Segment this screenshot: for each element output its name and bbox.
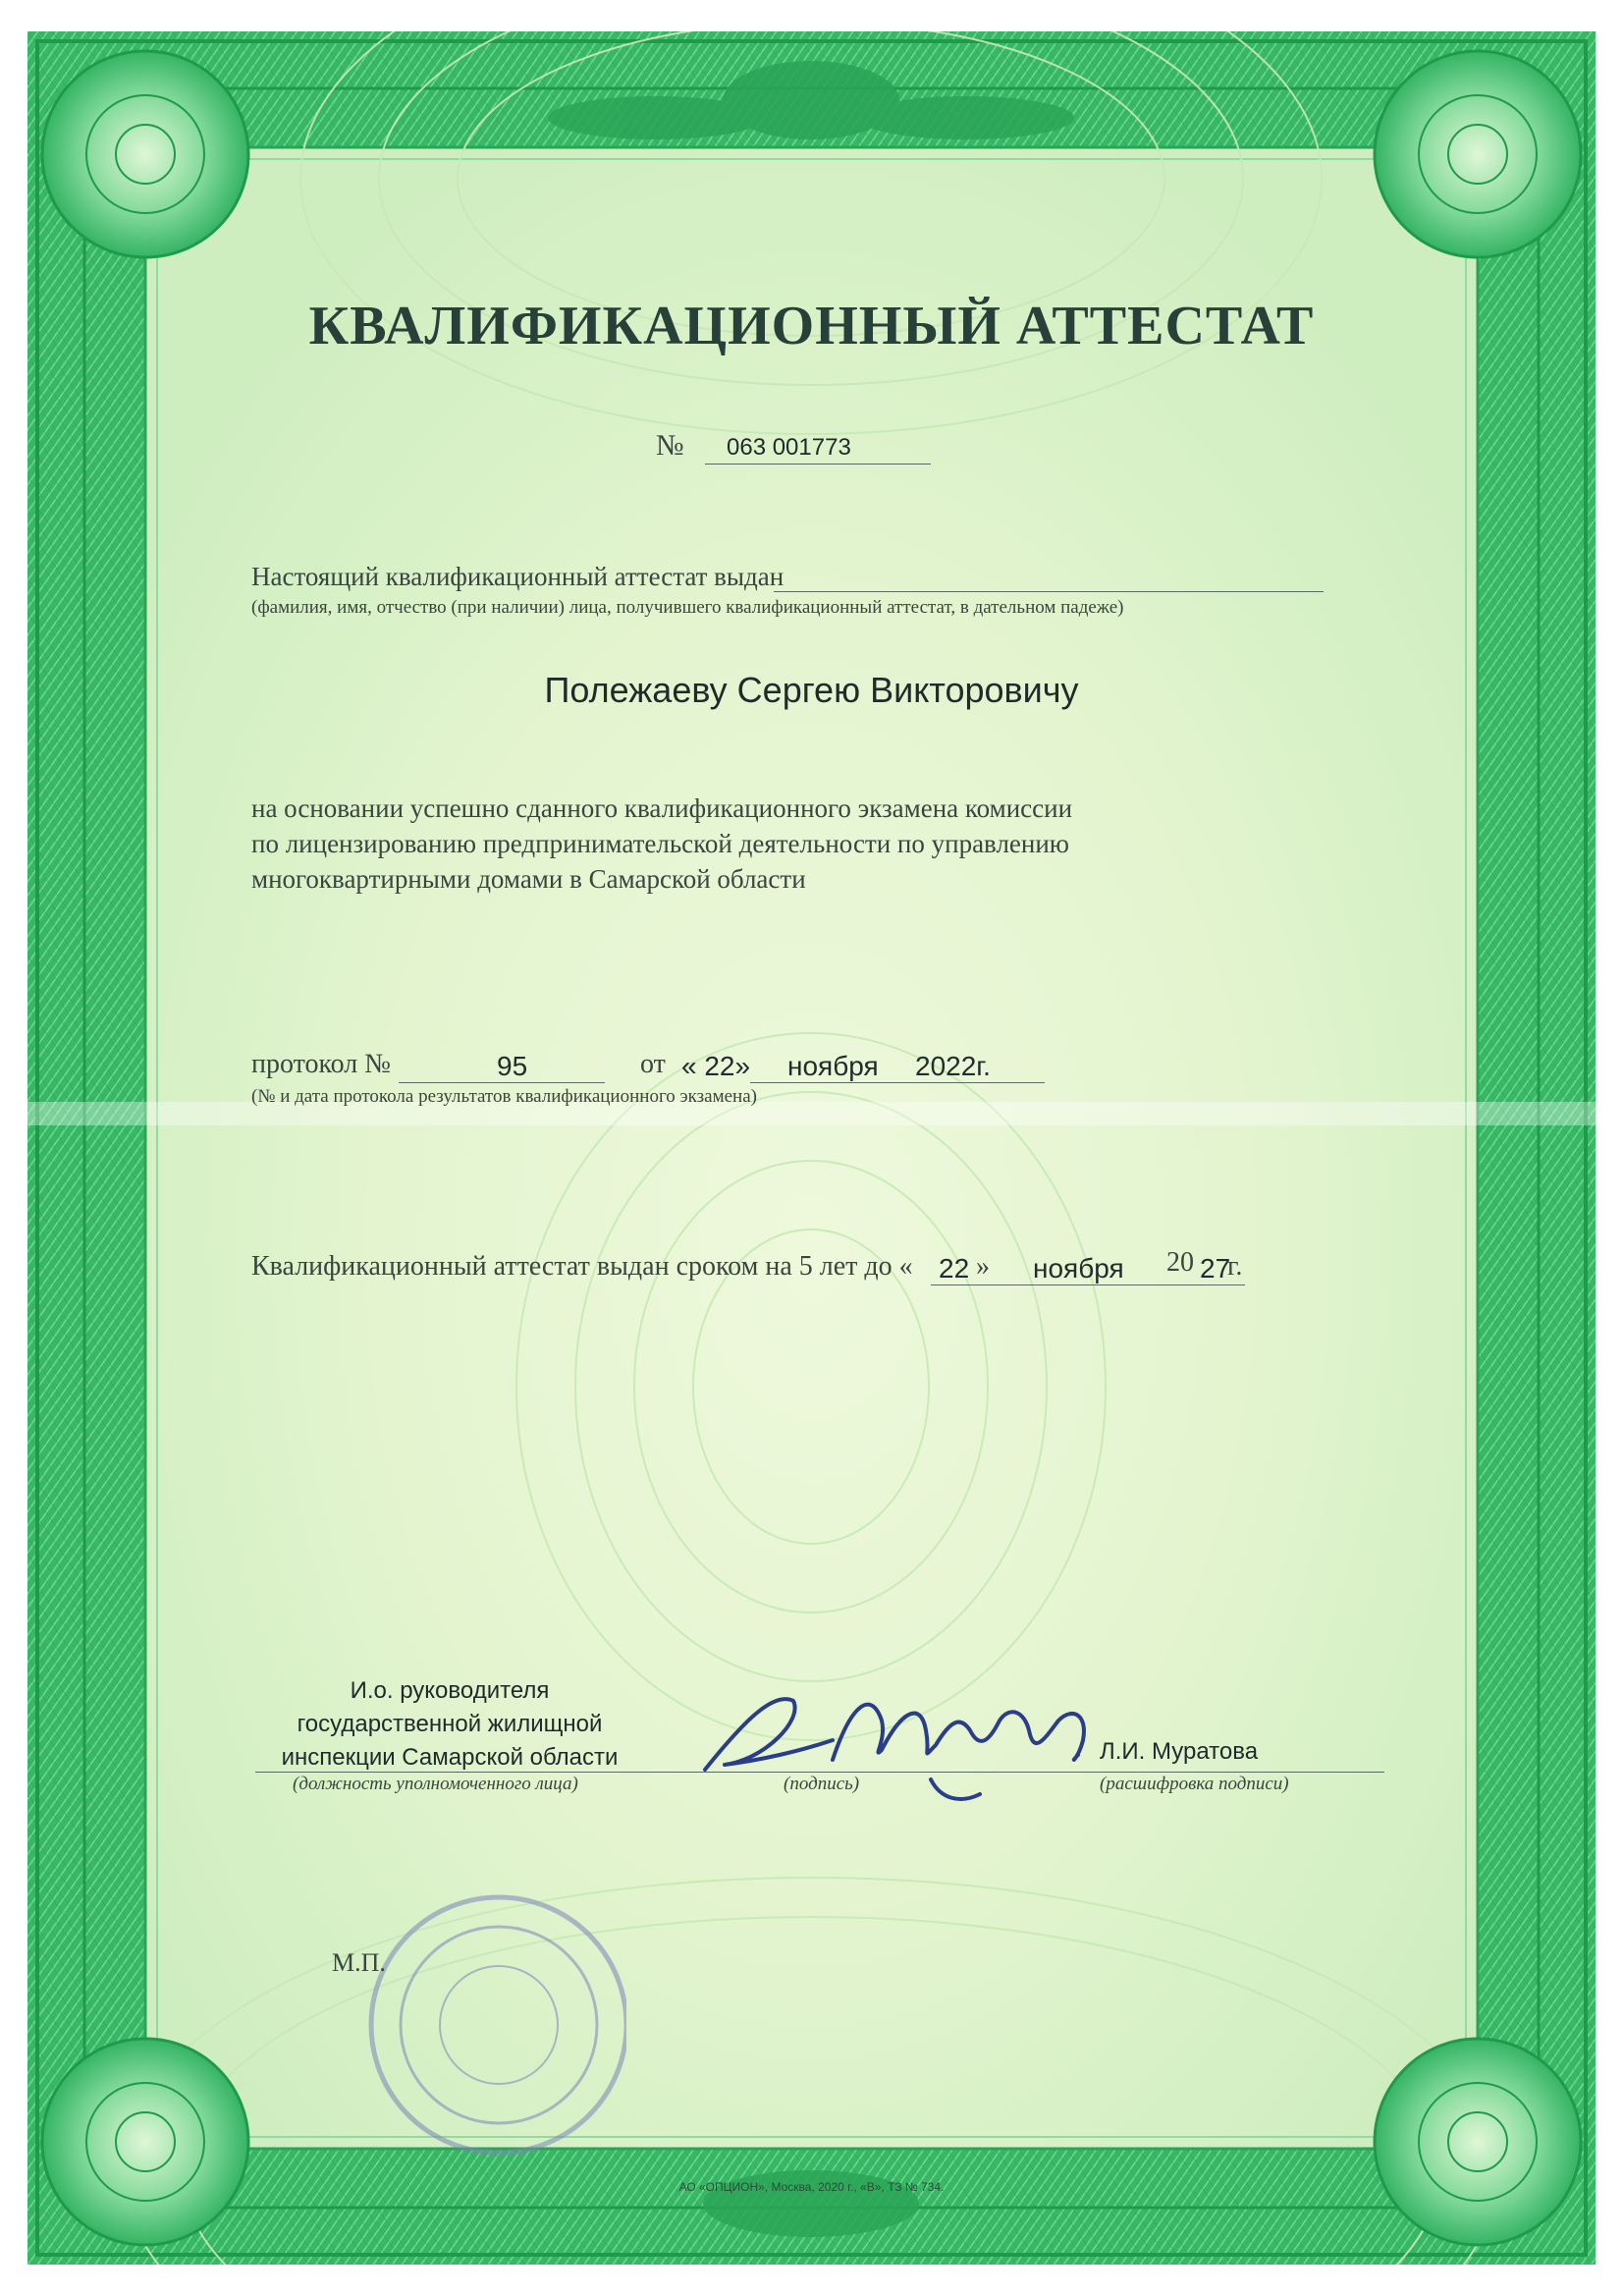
- name-hint: (расшифровка подписи): [1100, 1774, 1289, 1794]
- validity-day: 22: [939, 1253, 970, 1284]
- basis-line-2: по лицензированию предпринимательской деятельности по управлению: [251, 829, 1069, 858]
- protocol-label: протокол №: [251, 1049, 391, 1079]
- basis-line-1: на основании успешно сданного квалификационного экзамена комиссии: [251, 793, 1073, 823]
- validity-month: ноября: [1033, 1253, 1124, 1284]
- stamp-place-label: М.П.: [332, 1948, 386, 1977]
- signatory-line-2: государственной жилищной: [297, 1711, 603, 1737]
- issued-underline: [774, 591, 1324, 592]
- validity-label: Квалификационный аттестат выдан сроком на 5 лет до «: [251, 1251, 913, 1282]
- recipient-name: Полежаеву Сергею Викторовичу: [544, 670, 1079, 710]
- validity-year-suffix: 27: [1200, 1253, 1231, 1284]
- validity-year-prefix: 20: [1166, 1247, 1194, 1278]
- position-hint: (должность уполномоченного лица): [293, 1774, 578, 1794]
- basis-line-3: многоквартирными домами в Самарской области: [251, 864, 806, 894]
- certificate-number: 063 001773: [727, 434, 851, 461]
- validity-quote-close: »: [976, 1251, 990, 1282]
- number-prefix: №: [656, 429, 684, 462]
- protocol-from: от: [640, 1049, 666, 1079]
- protocol-year: 2022г.: [915, 1051, 991, 1081]
- document-title: КВАЛИФИКАЦИОННЫЙ АТТЕСТАТ: [308, 296, 1315, 356]
- protocol-number: 95: [497, 1051, 528, 1081]
- issued-label: Настоящий квалификационный аттестат выдан: [251, 562, 784, 591]
- protocol-day: « 22»: [681, 1051, 751, 1081]
- signatory-line-1: И.о. руководителя: [350, 1677, 550, 1704]
- issued-hint: (фамилия, имя, отчество (при наличии) лица, получившего квалификационный аттестат, в дательном падеже): [251, 597, 1124, 618]
- signatory-line-3: инспекции Самарской области: [281, 1744, 619, 1771]
- number-underline: [705, 464, 931, 465]
- printer-imprint: АО «ОПЦИОН», Москва, 2020 г., «В», ТЗ № 734.: [678, 2180, 945, 2194]
- validity-tail: г.: [1227, 1251, 1243, 1282]
- protocol-month-underline: [750, 1082, 1045, 1083]
- signature-hint: (подпись): [784, 1774, 860, 1794]
- protocol-number-underline: [399, 1082, 605, 1083]
- official-seal-stamp: [253, 1887, 626, 2162]
- protocol-month: ноября: [787, 1051, 879, 1081]
- protocol-hint: (№ и дата протокола результатов квалификационного экзамена): [251, 1086, 757, 1107]
- handwritten-signature: [685, 1662, 1117, 1809]
- certificate-sheet: [27, 31, 1596, 2265]
- signatory-name: Л.И. Муратова: [1100, 1738, 1259, 1765]
